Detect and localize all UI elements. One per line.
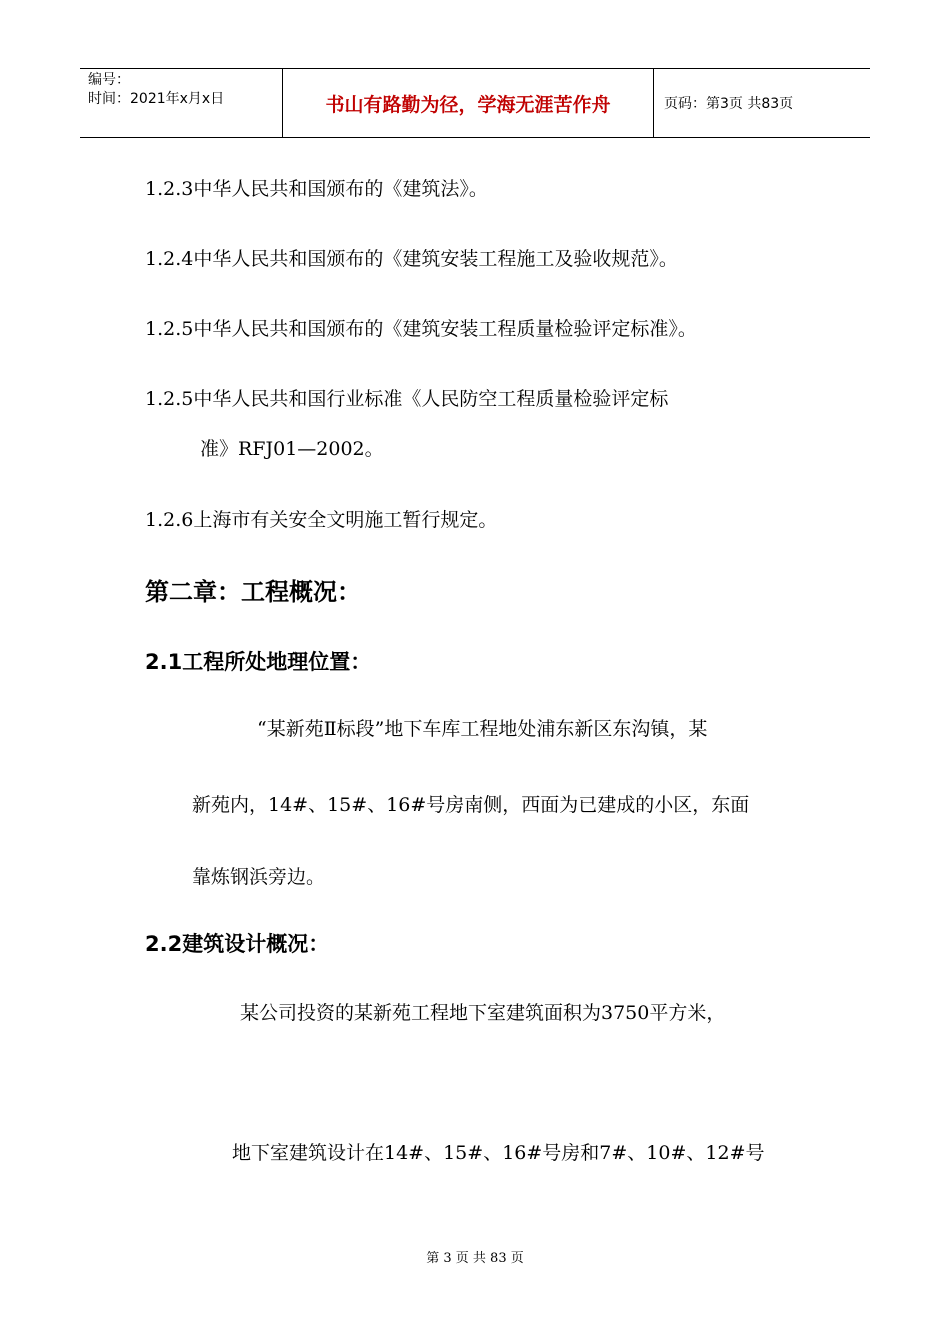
section-title: 2.1工程所处地理位置：: [145, 650, 372, 674]
paragraph-line: 地下室建筑设计在14#、15#、16#号房和7#、10#、12#号: [232, 1142, 765, 1164]
list-item: 1.2.5中华人民共和国颁布的《建筑安装工程质量检验评定标准》。: [145, 318, 697, 340]
page-header: [80, 68, 870, 138]
paragraph-line: 新苑内，14#、15#、16#号房南侧，西面为已建成的小区，东面: [192, 794, 750, 816]
header-page-info: 页码：第3页 共83页: [664, 96, 794, 112]
paragraph-line: 某公司投资的某新苑工程地下室建筑面积为3750平方米，: [240, 1002, 726, 1024]
list-item: 1.2.5中华人民共和国行业标准《人民防空工程质量检验评定标: [145, 388, 669, 410]
page-footer: 第 3 页 共 83 页: [426, 1251, 524, 1266]
paragraph-line: 靠炼钢浜旁边。: [192, 866, 326, 888]
list-item: 1.2.6上海市有关安全文明施工暂行规定。: [145, 509, 498, 531]
chapter-title: 第二章：工程概况：: [145, 578, 361, 606]
list-item: 1.2.4中华人民共和国颁布的《建筑安装工程施工及验收规范》。: [145, 248, 678, 270]
header-meta: [80, 69, 282, 137]
list-item: 1.2.3中华人民共和国颁布的《建筑法》。: [145, 178, 488, 200]
paragraph-line: “某新苑Ⅱ标段”地下车库工程地处浦东新区东沟镇，某: [257, 718, 708, 740]
document-number-label: 编号：: [88, 72, 130, 88]
document-time-label: 时间：2021年x月x日: [88, 91, 225, 107]
header-motto: 书山有路勤为径，学海无涯苦作舟: [282, 69, 654, 137]
section-title: 2.2建筑设计概况：: [145, 932, 330, 956]
list-item-continuation: 准》RFJ01—2002。: [200, 438, 384, 460]
